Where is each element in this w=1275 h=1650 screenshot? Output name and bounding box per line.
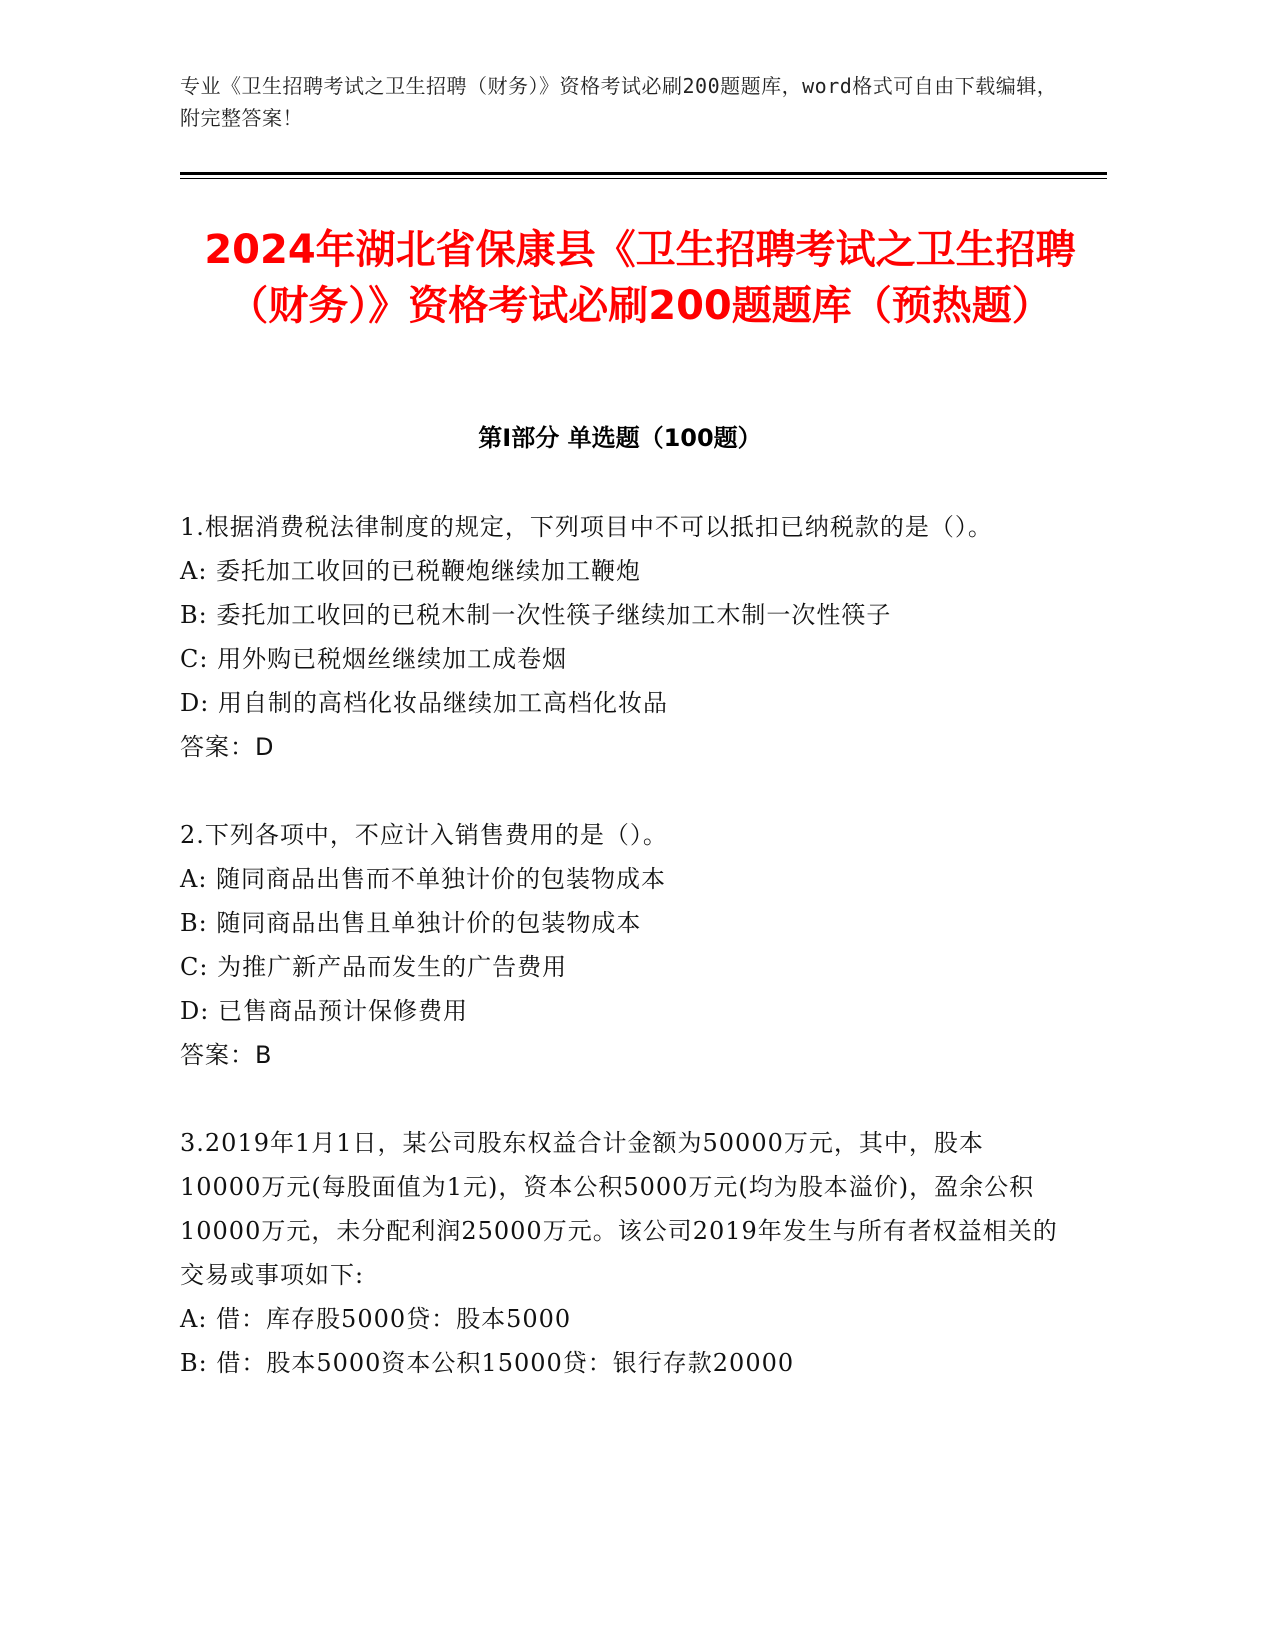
question-stem: 3.2019年1月1日，某公司股东权益合计金额为50000万元，其中，股本10000万元(每股面值为1元)，资本公积5000万元(均为股本溢价)，盈余公积10000万元，未分配利润25000万元。该公司2019年发生与所有者权益相关的交易或事项如下:: [180, 1129, 1058, 1289]
question-stem: 1.根据消费税法律制度的规定，下列项目中不可以抵扣已纳税款的是（）。: [180, 513, 993, 541]
option-b: B: 委托加工收回的已税木制一次性筷子继续加工木制一次性筷子: [180, 601, 892, 629]
question-3: [180, 1121, 1060, 1385]
option-a: A: 委托加工收回的已税鞭炮继续加工鞭炮: [180, 557, 642, 585]
question-stem: 2.下列各项中，不应计入销售费用的是（）。: [180, 821, 668, 849]
header-divider-thick: [180, 172, 1107, 175]
option-b: B: 借：股本5000资本公积15000贷：银行存款20000: [180, 1349, 795, 1377]
option-c: C: 为推广新产品而发生的广告费用: [180, 953, 568, 981]
document-title: 2024年湖北省保康县《卫生招聘考试之卫生招聘（财务）》资格考试必刷200题题库（预热题）: [204, 227, 1076, 329]
section-title: 第I部分 单选题（100题）: [478, 424, 762, 452]
header-divider-thin: [180, 178, 1107, 179]
answer: 答案：D: [180, 733, 275, 761]
option-d: D: 用自制的高档化妆品继续加工高档化妆品: [180, 689, 668, 717]
answer: 答案：B: [180, 1041, 273, 1069]
header-note: 专业《卫生招聘考试之卫生招聘（财务）》资格考试必刷200题题库，word格式可自由下载编辑，附完整答案！: [180, 74, 1058, 130]
question-2: [180, 813, 1060, 1077]
option-a: A: 随同商品出售而不单独计价的包装物成本: [180, 865, 667, 893]
question-list: [180, 505, 1060, 1429]
option-a: A: 借：库存股5000贷：股本5000: [180, 1305, 572, 1333]
question-1: [180, 505, 1060, 769]
option-c: C: 用外购已税烟丝继续加工成卷烟: [180, 645, 568, 673]
option-d: D: 已售商品预计保修费用: [180, 997, 468, 1025]
option-b: B: 随同商品出售且单独计价的包装物成本: [180, 909, 642, 937]
